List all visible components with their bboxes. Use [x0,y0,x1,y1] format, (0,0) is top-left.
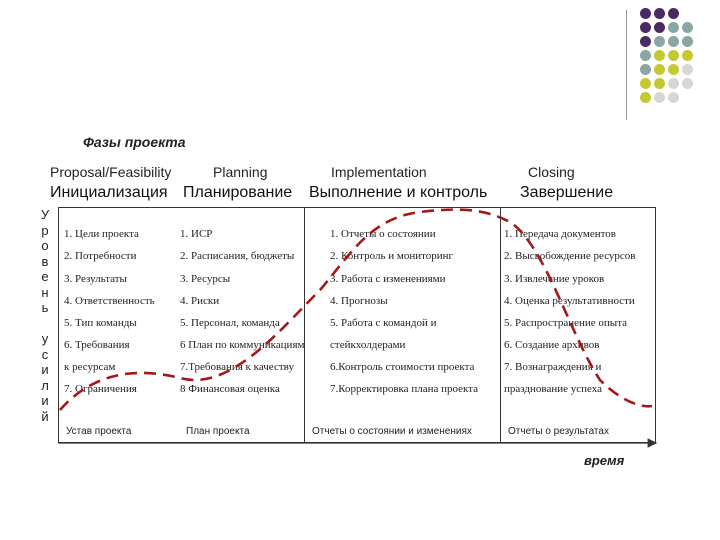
y-axis-letter: о [41,238,49,253]
phase-2-en: Planning [213,164,268,180]
phase-3-item: стейкхолдерами [330,339,406,351]
phase-1-item: к ресурсам [64,361,116,373]
phase-3-ru: Выполнение и контроль [309,184,488,201]
phase-1-item: 1. Цели проекта [64,228,139,240]
deliverable-2: План проекта [186,426,250,437]
phase-2-item: 6 План по коммуникациям [180,339,305,351]
phase-3-item: 3. Работа с изменениями [330,273,446,285]
y-axis-letter: й [41,408,49,424]
deliverable-4: Отчеты о результатах [508,426,609,437]
y-axis-letter: е [41,269,49,284]
phase-1-en: Proposal/Feasibility [50,164,172,180]
phase-3-item: 2. Контроль и мониторинг [330,250,454,262]
phase-4-item: 3. Извлечение уроков [504,273,605,285]
phase-2-item: 3. Ресурсы [180,273,231,285]
phase-2-ru: Планирование [183,184,293,201]
deliverable-3: Отчеты о состоянии и изменениях [312,426,472,437]
phase-1-item: 6. Требования [64,339,130,351]
phase-2-item: 1. ИСР [180,228,213,240]
effort-curve [60,210,652,410]
phase-2-item: 7.Требования к качеству [180,361,294,373]
y-axis-letter: и [41,362,49,377]
diagram-title: Фазы проекта [83,134,186,150]
phase-3-item: 1. Отчеты о состоянии [330,228,436,240]
x-axis-label: время [584,453,625,468]
phase-3-item: 7.Корректировка плана проекта [330,383,479,395]
phase-1-item: 7. Ограничения [64,383,137,395]
y-axis-letter: У [40,207,50,222]
phase-4-item: 1. Передача документов [504,228,616,240]
phase-3-item: 5. Работа с командой и [330,317,437,329]
y-axis-letter: с [41,346,49,362]
phase-1-item: 4. Ответственность [64,295,155,307]
phase-1-item: 3. Результаты [64,273,127,285]
phase-4-item: 5. Распространение опыта [504,317,628,329]
deliverable-1: Устав проекта [66,426,132,437]
phase-4-item: 6. Создание архивов [504,339,600,351]
y-axis-letter: у [41,331,49,346]
phase-1-ru: Инициализация [50,184,168,201]
phase-2-item: 4. Риски [180,295,220,307]
phase-2-item: 2. Расписания, бюджеты [180,250,295,262]
y-axis-letter: ь [41,300,49,315]
phase-3-item: 4. Прогнозы [330,295,388,307]
phase-3-en: Implementation [331,164,427,180]
phase-4-ru: Завершение [520,184,614,201]
y-axis-letter: р [41,222,49,238]
phase-1-item: 5. Тип команды [64,317,137,329]
y-axis-letter: л [41,377,49,393]
phase-3-item: 6.Контроль стоимости проекта [330,361,475,373]
phase-4-item: 7. Вознаграждения и [504,361,602,373]
phase-4-item: 4. Оценка результативности [504,295,635,307]
phase-4-en: Closing [528,164,575,180]
phase-1-item: 2. Потребности [64,250,137,262]
y-axis-letter: н [41,284,49,300]
phase-2-item: 5. Персонал, команда [180,317,280,329]
phase-2-item: 8 Финансовая оценка [180,383,280,395]
y-axis-letter: в [41,253,49,269]
y-axis-letter: и [41,393,49,408]
phase-4-item: 2. Высвобождение ресурсов [504,250,636,262]
phase-4-item: празднование успеха [504,383,602,395]
